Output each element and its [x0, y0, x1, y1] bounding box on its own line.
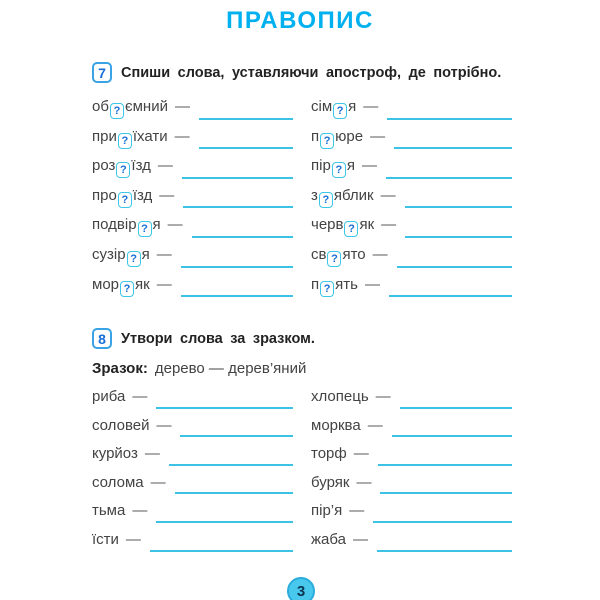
- word-with-apostrophe-slot: [92, 128, 168, 149]
- word-row: [311, 185, 512, 215]
- exercise-8-number-badge: 8: [92, 328, 112, 349]
- exercise-8-left-column: [92, 386, 293, 558]
- dash: —: [132, 388, 148, 405]
- word-row: [92, 185, 293, 215]
- answer-line[interactable]: [156, 407, 293, 409]
- word-pre: мор: [92, 275, 119, 293]
- word-with-apostrophe-slot: [311, 216, 374, 237]
- word-row: [311, 500, 512, 529]
- answer-line[interactable]: [389, 295, 512, 297]
- word-pre: з: [311, 186, 318, 204]
- word-post: їхати: [132, 127, 168, 145]
- word-row: [311, 96, 512, 126]
- word-row: [311, 155, 512, 185]
- dash: —: [363, 98, 379, 115]
- word-row: [92, 244, 293, 274]
- dash: —: [364, 275, 380, 293]
- word-pre: об: [92, 98, 109, 115]
- exercise-8-right-column: [311, 386, 512, 558]
- word-post: я: [152, 216, 161, 234]
- word-with-apostrophe-slot: [311, 246, 366, 267]
- word-post: як: [359, 216, 375, 234]
- answer-line[interactable]: [180, 435, 293, 437]
- word-row: [311, 244, 512, 274]
- exercise-7-left-column: [92, 96, 293, 303]
- answer-line[interactable]: [377, 550, 512, 552]
- word-text: солома: [92, 473, 144, 491]
- word-with-apostrophe-slot: [311, 98, 356, 119]
- word-post: ємний: [124, 98, 168, 115]
- exercise-7-number-badge: 7: [92, 62, 112, 83]
- word-text: хлопець: [311, 388, 369, 405]
- word-text: соловей: [92, 416, 150, 434]
- exercise-7-right-column: [311, 96, 512, 303]
- word-row: [311, 274, 512, 304]
- apostrophe-slot[interactable]: ?: [118, 133, 132, 149]
- word-post: юре: [335, 127, 364, 145]
- answer-line[interactable]: [182, 177, 293, 179]
- answer-line[interactable]: [380, 492, 512, 494]
- exercise-8-header: [92, 328, 512, 349]
- dash: —: [156, 245, 172, 263]
- answer-line[interactable]: [392, 435, 512, 437]
- answer-line[interactable]: [192, 236, 293, 238]
- dash: —: [353, 445, 369, 463]
- word-post: їзд: [131, 157, 151, 175]
- exercise-7-instruction: Спиши слова, уставляючи апостроф, де потрібно.: [121, 64, 502, 81]
- word-post: я: [348, 98, 357, 115]
- word-pre: сузір: [92, 245, 126, 263]
- word-post: я: [141, 245, 150, 263]
- dash: —: [156, 416, 172, 434]
- answer-line[interactable]: [378, 464, 512, 466]
- answer-line[interactable]: [181, 295, 293, 297]
- word-row: [311, 126, 512, 156]
- word-post: їзд: [132, 186, 153, 204]
- dash: —: [167, 216, 183, 234]
- apostrophe-slot[interactable]: ?: [327, 251, 341, 267]
- exercise-8: [92, 328, 512, 558]
- word-with-apostrophe-slot: [311, 157, 355, 178]
- answer-line[interactable]: [156, 521, 293, 523]
- dash: —: [352, 530, 368, 548]
- word-row: [92, 96, 293, 126]
- apostrophe-slot[interactable]: ?: [319, 192, 333, 208]
- exercise-8-word-grid: [92, 386, 512, 558]
- apostrophe-slot[interactable]: ?: [127, 251, 141, 267]
- word-post: ято: [342, 245, 366, 263]
- dash: —: [159, 186, 175, 204]
- answer-line[interactable]: [386, 177, 512, 179]
- word-pre: сім: [311, 98, 333, 115]
- dash: —: [150, 473, 166, 491]
- word-text: тьма: [92, 502, 126, 520]
- apostrophe-slot[interactable]: ?: [116, 162, 130, 178]
- word-pre: св: [311, 245, 327, 263]
- apostrophe-slot[interactable]: ?: [118, 192, 132, 208]
- word-text: їсти: [92, 530, 119, 548]
- word-pre: роз: [92, 157, 116, 175]
- dash: —: [156, 275, 172, 293]
- page-title: ПРАВОПИС: [226, 7, 374, 34]
- word-post: я: [346, 157, 355, 175]
- apostrophe-slot[interactable]: ?: [110, 103, 124, 119]
- dash: —: [157, 157, 173, 175]
- apostrophe-slot[interactable]: ?: [333, 103, 347, 119]
- answer-line[interactable]: [181, 266, 293, 268]
- word-row: [92, 529, 293, 558]
- answer-line[interactable]: [175, 492, 293, 494]
- word-pre: про: [92, 186, 117, 204]
- sample-text: дерево — дерев’яний: [154, 360, 307, 377]
- answer-line[interactable]: [183, 206, 293, 208]
- word-text: курйоз: [92, 445, 138, 463]
- answer-line[interactable]: [169, 464, 293, 466]
- dash: —: [361, 157, 377, 175]
- word-row: [92, 126, 293, 156]
- word-row: [311, 386, 512, 415]
- answer-line[interactable]: [400, 407, 512, 409]
- word-row: [92, 274, 293, 304]
- word-with-apostrophe-slot: [92, 98, 168, 119]
- word-text: жаба: [311, 530, 346, 548]
- word-pre: при: [92, 127, 117, 145]
- apostrophe-slot[interactable]: ?: [138, 221, 152, 237]
- dash: —: [144, 445, 160, 463]
- word-row: [92, 386, 293, 415]
- word-row: [92, 500, 293, 529]
- answer-line[interactable]: [405, 206, 512, 208]
- word-row: [311, 529, 512, 558]
- word-with-apostrophe-slot: [92, 187, 152, 208]
- exercise-8-instruction: Утвори слова за зразком.: [121, 330, 315, 347]
- word-with-apostrophe-slot: [311, 128, 363, 149]
- word-row: [92, 443, 293, 472]
- dash: —: [132, 502, 148, 520]
- exercise-7-header: [92, 62, 512, 83]
- word-pre: п: [311, 127, 320, 145]
- apostrophe-slot[interactable]: ?: [344, 221, 358, 237]
- word-with-apostrophe-slot: [92, 246, 150, 267]
- exercise-7-word-grid: [92, 96, 512, 303]
- word-pre: подвір: [92, 216, 137, 234]
- word-post: яблик: [333, 186, 374, 204]
- word-text: морква: [311, 416, 361, 434]
- apostrophe-slot[interactable]: ?: [320, 281, 334, 297]
- answer-line[interactable]: [405, 236, 512, 238]
- word-with-apostrophe-slot: [92, 216, 161, 237]
- dash: —: [174, 127, 190, 145]
- dash: —: [380, 186, 396, 204]
- word-row: [311, 443, 512, 472]
- dash: —: [356, 473, 372, 491]
- answer-line[interactable]: [397, 266, 512, 268]
- word-row: [311, 214, 512, 244]
- word-text: торф: [311, 445, 347, 463]
- word-pre: черв: [311, 216, 344, 234]
- sample-label: Зразок:: [92, 360, 148, 377]
- word-pre: пір: [311, 157, 331, 175]
- sample-line: [92, 360, 512, 377]
- apostrophe-slot[interactable]: ?: [320, 133, 334, 149]
- word-row: [311, 415, 512, 444]
- word-row: [92, 155, 293, 185]
- dash: —: [174, 98, 190, 115]
- dash: —: [370, 127, 386, 145]
- dash: —: [375, 388, 391, 405]
- dash: —: [381, 216, 397, 234]
- answer-line[interactable]: [373, 521, 512, 523]
- dash: —: [367, 416, 383, 434]
- word-text: буряк: [311, 473, 350, 491]
- word-text: пір’я: [311, 502, 343, 520]
- dash: —: [349, 502, 365, 520]
- answer-line[interactable]: [150, 550, 293, 552]
- word-row: [92, 214, 293, 244]
- answer-line[interactable]: [387, 118, 512, 120]
- answer-line[interactable]: [394, 147, 512, 149]
- word-with-apostrophe-slot: [92, 157, 151, 178]
- word-with-apostrophe-slot: [311, 187, 374, 208]
- apostrophe-slot[interactable]: ?: [120, 281, 134, 297]
- word-pre: п: [311, 275, 320, 293]
- word-post: ять: [335, 275, 358, 293]
- word-row: [311, 472, 512, 501]
- answer-line[interactable]: [199, 118, 293, 120]
- apostrophe-slot[interactable]: ?: [332, 162, 346, 178]
- word-text: риба: [92, 388, 126, 405]
- page-number-badge: 3: [287, 577, 315, 600]
- word-post: як: [135, 275, 150, 293]
- exercise-7: [92, 62, 512, 303]
- word-row: [92, 415, 293, 444]
- word-with-apostrophe-slot: [92, 276, 150, 297]
- answer-line[interactable]: [199, 147, 293, 149]
- dash: —: [372, 245, 388, 263]
- dash: —: [125, 530, 141, 548]
- word-row: [92, 472, 293, 501]
- word-with-apostrophe-slot: [311, 276, 358, 297]
